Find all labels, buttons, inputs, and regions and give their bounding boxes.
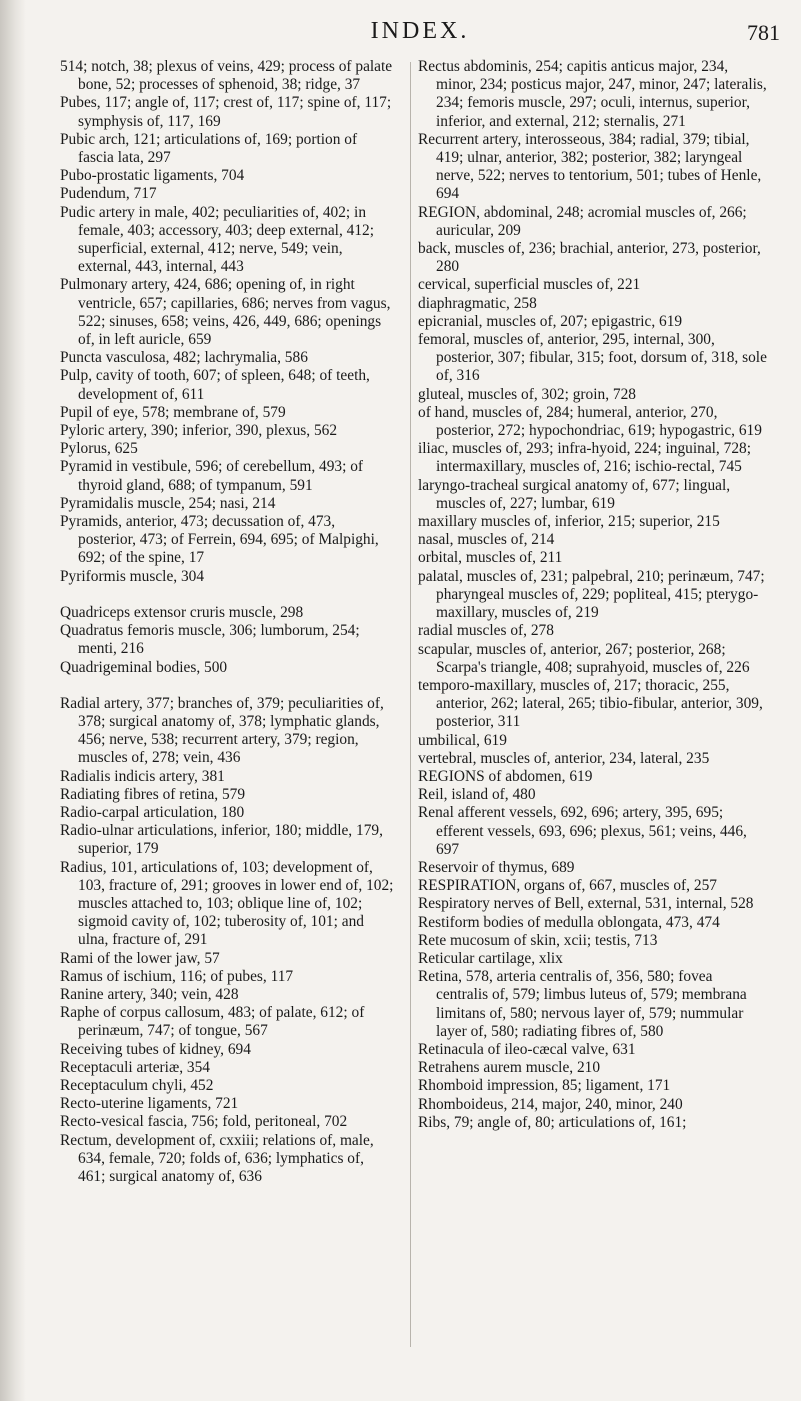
index-entry: Renal afferent vessels, 692, 696; artery, 395, 695; efferent vessels, 693, 696; plexus, 561; veins, 446, 697 <box>418 804 747 858</box>
index-entry: Rectus abdominis, 254; capitis anticus major, 234, minor, 234; posticus major, 247, minor, 247; lateralis, 234; femoris muscle, 297; oculi, internus, superior, inferior, and external, 212; sternalis, 271 <box>418 58 767 130</box>
index-entry: Receptaculum chyli, 452 <box>60 1076 214 1094</box>
index-entry: Recto-vesical fascia, 756; fold, peritoneal, 702 <box>60 1113 348 1131</box>
index-entry: Radio-carpal articulation, 180 <box>60 803 245 821</box>
index-entry: femoral, muscles of, anterior, 295, internal, 300, posterior, 307; fibular, 315; foot, dorsum of, 318, sole of, 316 <box>418 331 767 385</box>
index-entry: Receiving tubes of kidney, 694 <box>60 1040 251 1058</box>
index-entry: Pyriformis muscle, 304 <box>60 567 205 585</box>
index-entry: REGION, abdominal, 248; acromial muscles of, 266; auricular, 209 <box>418 203 747 239</box>
index-entry: Pubic arch, 121; articulations of, 169; portion of fascia lata, 297 <box>60 130 358 167</box>
index-entry: diaphragmatic, 258 <box>418 294 537 312</box>
index-entry: Quadratus femoris muscle, 306; lumborum, 254; menti, 216 <box>60 622 360 658</box>
index-entry: scapular, muscles of, anterior, 267; posterior, 268; Scarpa's triangle, 408; suprahyoid, muscles of, 226 <box>418 640 750 676</box>
index-entry: Radiating fibres of retina, 579 <box>60 785 246 803</box>
index-entry: Raphe of corpus callosum, 483; of palate, 612; of perinæum, 747; of tongue, 567 <box>60 1004 365 1040</box>
index-entry: Pyramids, anterior, 473; decussation of, 473, posterior, 473; of Ferrein, 694, 695; of Malpighi, 692; of the spine, 17 <box>60 513 379 567</box>
index-entry: cervical, superficial muscles of, 221 <box>418 276 641 294</box>
index-entry: Pulmonary artery, 424, 686; opening of, in right ventricle, 657; capillaries, 686; nerves from vagus, 522; sinuses, 658; veins, 426, 449, 686; openings of, in left auricle, 659 <box>60 276 391 349</box>
index-entry: Ribs, 79; angle of, 80; articulations of, 161; <box>418 1113 687 1131</box>
index-entry: Reservoir of thymus, 689 <box>418 858 575 876</box>
index-entry: iliac, muscles of, 293; infra-hyoid, 224; inguinal, 728; intermaxillary, muscles of, 216; ischio-rectal, 745 <box>418 440 751 476</box>
index-entry: Pudic artery in male, 402; peculiarities of, 402; in female, 403; accessory, 403; deep external, 412; superficial, external, 412; nerve, 549; vein, external, 443, internal, 443 <box>60 203 375 276</box>
index-entry: Retrahens aurem muscle, 210 <box>418 1059 601 1077</box>
index-entry: of hand, muscles of, 284; humeral, anterior, 270, posterior, 272; hypochondriac, 619; hypogastric, 619 <box>418 403 762 440</box>
index-entry: palatal, muscles of, 231; palpebral, 210; perinæum, 747; pharyngeal muscles of, 229; popliteal, 415; pterygo-maxillary, muscles of, 219 <box>418 567 765 622</box>
index-entry: Rectum, development of, cxxiii; relations of, male, 634, female, 720; folds of, 636; lymphatics of, 461; surgical anatomy of, 636 <box>60 1131 374 1185</box>
index-entry: Radius, 101, articulations of, 103; development of, 103, fracture of, 291; grooves in lower end of, 102; muscles attached to, 103; oblique line of, 102; sigmoid cavity of, 102; tuberosity of, 101; and ulna, fracture of, 291 <box>60 858 394 949</box>
index-entry: back, muscles of, 236; brachial, anterior, 273, posterior, 280 <box>418 240 761 276</box>
index-entry: Radialis indicis artery, 381 <box>60 767 225 785</box>
index-entry: Pupil of eye, 578; membrane of, 579 <box>60 403 286 421</box>
column-divider <box>410 62 411 1347</box>
index-entry: Pylorus, 625 <box>60 440 138 458</box>
index-entry: Recto-uterine ligaments, 721 <box>60 1095 239 1113</box>
index-entry: temporo-maxillary, muscles of, 217; thoracic, 255, anterior, 262; lateral, 265; tibio-fibular, anterior, 309, posterior, 311 <box>418 676 763 731</box>
index-entry: Ranine artery, 340; vein, 428 <box>60 985 239 1003</box>
index-entry: Respiratory nerves of Bell, external, 531, internal, 528 <box>418 895 754 913</box>
page-binding-shadow <box>0 0 26 1401</box>
page-header <box>60 14 780 48</box>
index-entry: vertebral, muscles of, anterior, 234, lateral, 235 <box>418 749 710 767</box>
index-entry: Quadrigeminal bodies, 500 <box>60 658 228 676</box>
index-entry: orbital, muscles of, 211 <box>418 549 563 567</box>
index-entry: Pudendum, 717 <box>60 185 157 203</box>
index-column-left <box>60 58 395 1186</box>
index-entry: Puncta vasculosa, 482; lachrymalia, 586 <box>60 349 308 367</box>
index-entry: Pyramid in vestibule, 596; of cerebellum, 493; of thyroid gland, 688; of tympanum, 591 <box>60 458 364 494</box>
index-entry: Rhomboideus, 214, major, 240, minor, 240 <box>418 1095 683 1113</box>
index-entry: Pulp, cavity of tooth, 607; of spleen, 648; of teeth, development of, 611 <box>60 367 370 403</box>
index-entry: Restiform bodies of medulla oblongata, 473, 474 <box>418 913 720 931</box>
index-entry: Retina, 578, arteria centralis of, 356, 580; fovea centralis of, 579; limbus luteus of, 579; membrana limitans of, 580; nervous layer of, 579; nummular layer of, 580; radiating fibres of, 580 <box>418 968 747 1040</box>
index-entry: umbilical, 619 <box>418 731 507 749</box>
index-entry: Radio-ulnar articulations, inferior, 180; middle, 179, superior, 179 <box>60 822 383 858</box>
index-entry: Rami of the lower jaw, 57 <box>60 949 220 967</box>
index-entry: laryngo-tracheal surgical anatomy of, 677; lingual, muscles of, 227; lumbar, 619 <box>418 476 731 512</box>
index-entry: Rete mucosum of skin, xcii; testis, 713 <box>418 931 658 949</box>
index-entry: Ramus of ischium, 116; of pubes, 117 <box>60 967 294 985</box>
index-entry: 514; notch, 38; plexus of veins, 429; process of palate bone, 52; processes of sphenoid, 38; ridge, 37 <box>60 58 393 94</box>
section-gap <box>60 586 395 604</box>
index-entry: radial muscles of, 278 <box>418 622 554 640</box>
index-entry: Retinacula of ileo-cæcal valve, 631 <box>418 1040 636 1058</box>
index-entry: Radial artery, 377; branches of, 379; peculiarities of, 378; surgical anatomy of, 378; lymphatic glands, 456; nerve, 538; recurrent artery, 379; region, muscles of, 278; vein, 436 <box>60 694 384 767</box>
index-column-right <box>418 58 768 1132</box>
index-entry: Receptaculi arteriæ, 354 <box>60 1058 210 1076</box>
index-entry: Reticular cartilage, xlix <box>418 949 563 967</box>
index-entry: Pubo-prostatic ligaments, 704 <box>60 167 245 185</box>
index-entry: maxillary muscles of, inferior, 215; superior, 215 <box>418 513 720 531</box>
index-entry: gluteal, muscles of, 302; groin, 728 <box>418 385 637 403</box>
index-entry: RESPIRATION, organs of, 667, muscles of, 257 <box>418 877 717 895</box>
section-gap <box>60 677 395 695</box>
page-number: 781 <box>747 20 780 45</box>
index-entry: nasal, muscles of, 214 <box>418 531 555 549</box>
index-entry: Pyloric artery, 390; inferior, 390, plexus, 562 <box>60 422 338 440</box>
index-entry: Recurrent artery, interosseous, 384; radial, 379; tibial, 419; ulnar, anterior, 382; posterior, 382; laryngeal nerve, 522; nerves to tentorium, 501; tubes of Henle, 694 <box>418 130 762 203</box>
running-title: INDEX. <box>370 18 470 44</box>
index-entry: Quadriceps extensor cruris muscle, 298 <box>60 603 304 621</box>
index-entry: epicranial, muscles of, 207; epigastric, 619 <box>418 312 683 330</box>
index-entry: Pubes, 117; angle of, 117; crest of, 117; spine of, 117; symphysis of, 117, 169 <box>60 94 392 130</box>
index-entry: Reil, island of, 480 <box>418 786 536 804</box>
index-entry: Pyramidalis muscle, 254; nasi, 214 <box>60 494 276 512</box>
index-entry: REGIONS of abdomen, 619 <box>418 767 593 785</box>
index-entry: Rhomboid impression, 85; ligament, 171 <box>418 1077 671 1095</box>
